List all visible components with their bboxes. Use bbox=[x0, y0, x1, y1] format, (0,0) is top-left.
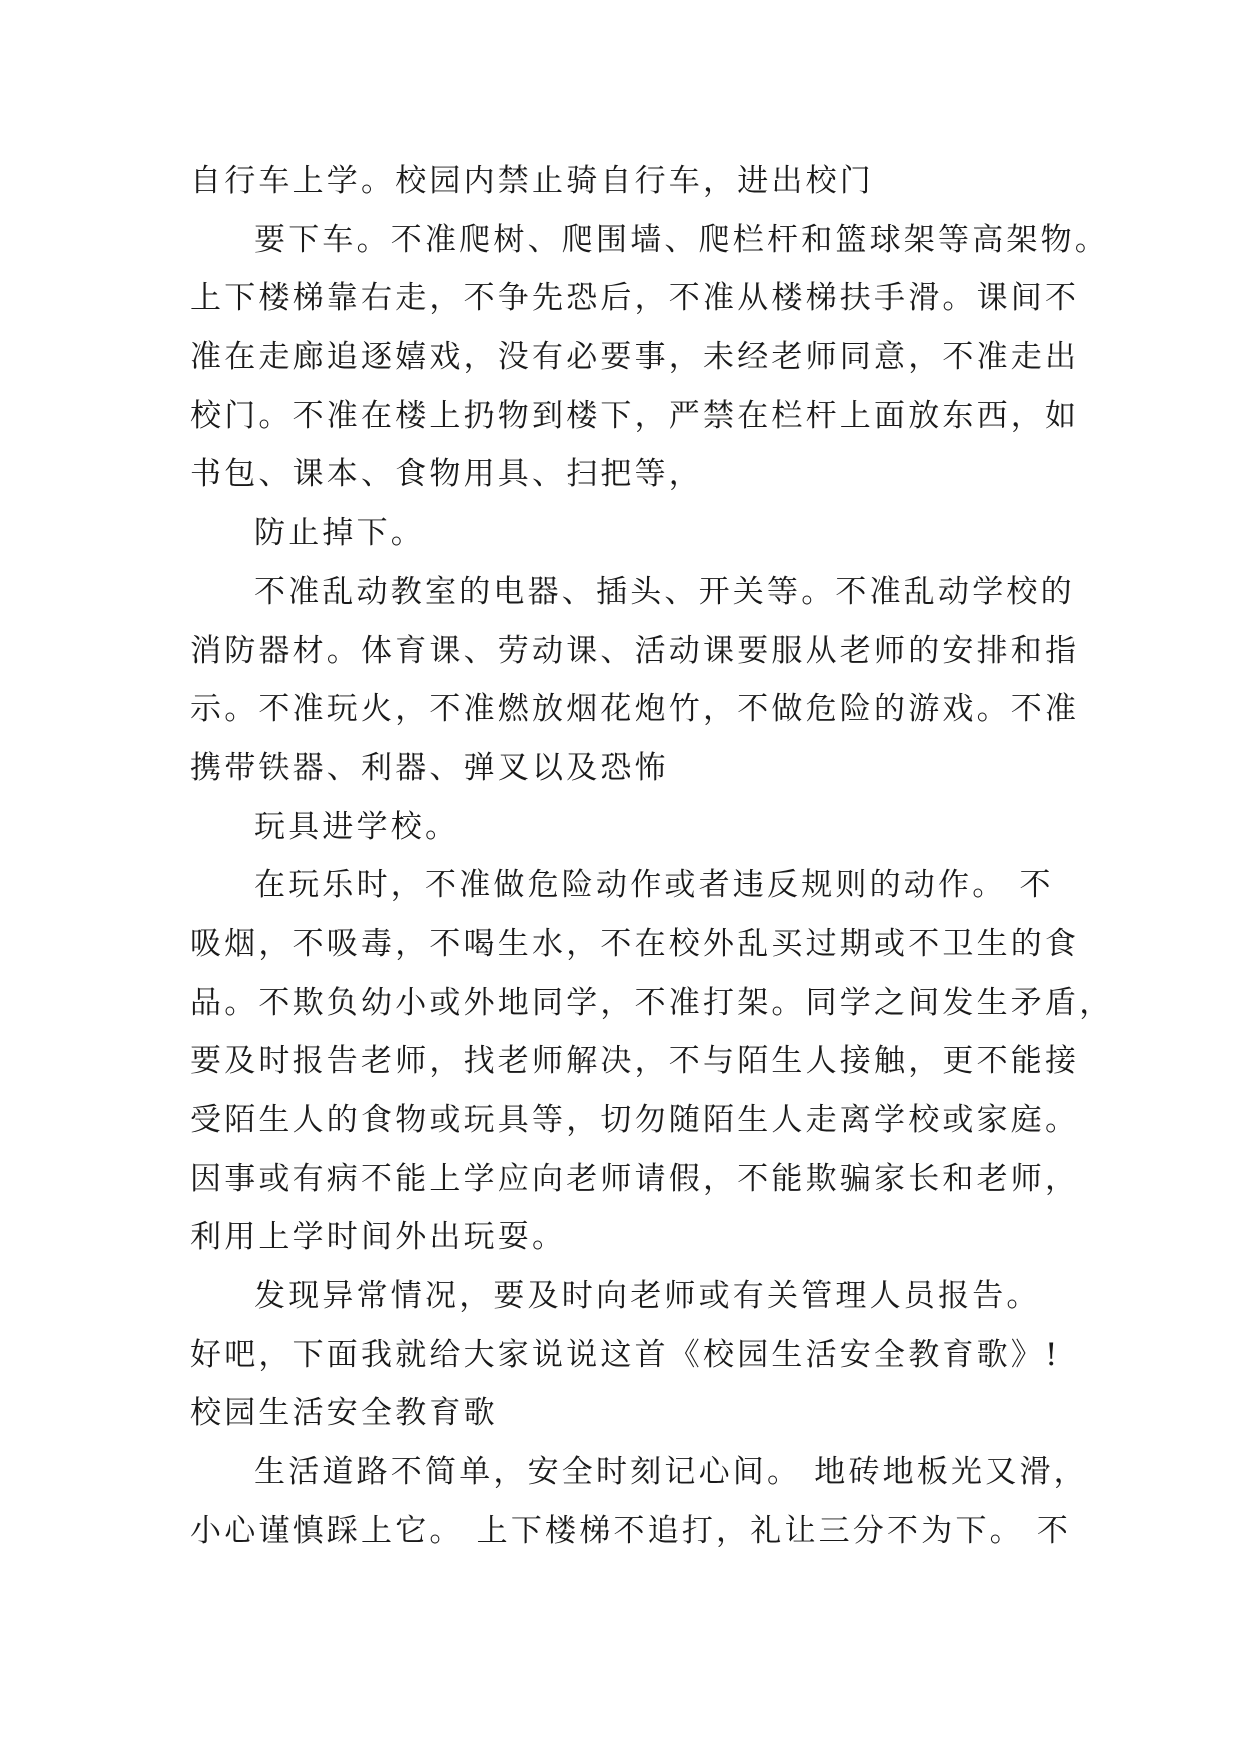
text-line: 在玩乐时，不准做危险动作或者违反规则的动作。 不 bbox=[254, 867, 1054, 904]
text-line: 发现异常情况，要及时向老师或有关管理人员报告。 bbox=[254, 1278, 1041, 1315]
text-line: 校园生活安全教育歌 bbox=[190, 1395, 498, 1432]
text-line: 因事或有病不能上学应向老师请假，不能欺骗家长和老师， bbox=[190, 1160, 1080, 1197]
text-line: 小心谨慎踩上它。 上下楼梯不追打，礼让三分不为下。 不 bbox=[190, 1512, 1072, 1549]
text-line: 要下车。不准爬树、爬围墙、爬栏杆和篮球架等高架物。 bbox=[254, 221, 1109, 258]
text-line: 玩具进学校。 bbox=[254, 808, 460, 845]
text-line: 自行车上学。校园内禁止骑自行车，进出校门 bbox=[190, 163, 874, 199]
text-line: 受陌生人的食物或玩具等，切勿随陌生人走离学校或家庭。 bbox=[190, 1102, 1080, 1138]
document-body bbox=[190, 152, 1114, 1561]
text-line: 防止掉下。 bbox=[254, 515, 425, 552]
text-line: 校门。不准在楼上扔物到楼下，严禁在栏杆上面放东西，如 bbox=[190, 397, 1080, 434]
text-line: 吸烟，不吸毒，不喝生水，不在校外乱买过期或不卫生的食 bbox=[190, 925, 1080, 962]
text-line: 利用上学时间外出玩耍。 bbox=[190, 1219, 567, 1256]
text-line: 上下楼梯靠右走，不争先恐后，不准从楼梯扶手滑。课间不 bbox=[190, 280, 1080, 317]
text-line: 好吧，下面我就给大家说说这首《校园生活安全教育歌》! bbox=[190, 1336, 1061, 1373]
text-line: 要及时报告老师，找老师解决，不与陌生人接触，更不能接 bbox=[190, 1043, 1080, 1080]
text-line: 品。不欺负幼小或外地同学，不准打架。同学之间发生矛盾， bbox=[190, 984, 1114, 1021]
text-line: 携带铁器、利器、弹叉以及恐怖 bbox=[190, 749, 669, 786]
text-line: 准在走廊追逐嬉戏，没有必要事，未经老师同意，不准走出 bbox=[190, 339, 1080, 376]
text-line: 消防器材。体育课、劳动课、活动课要服从老师的安排和指 bbox=[190, 632, 1080, 669]
text-line: 示。不准玩火，不准燃放烟花炮竹，不做危险的游戏。不准 bbox=[190, 691, 1080, 728]
text-line: 生活道路不简单，安全时刻记心间。 地砖地板光又滑， bbox=[254, 1454, 1088, 1491]
text-line: 不准乱动教室的电器、插头、开关等。不准乱动学校的 bbox=[254, 573, 1075, 610]
text-line: 书包、课本、食物用具、扫把等， bbox=[190, 456, 703, 493]
